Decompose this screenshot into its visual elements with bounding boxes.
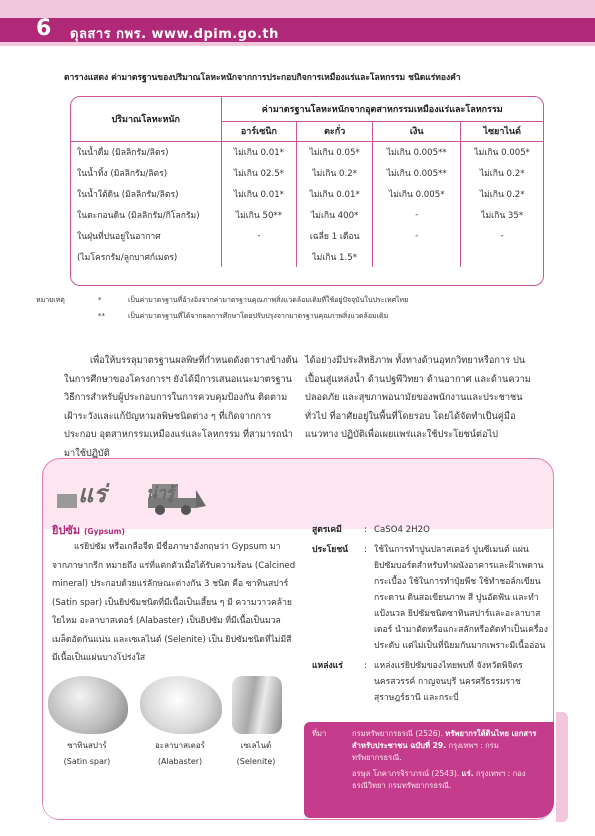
table-caption: ตารางแสดง ค่ามาตรฐานของปริมาณโลหะหนักจากการประกอบกิจการเหมืองแร่และโลหกรรม ชนิดแร่ทองคำ (64, 73, 461, 83)
table-cell: ไม่เกิน 400* (297, 204, 373, 225)
mineral-name-en: (Alabaster) (157, 757, 203, 766)
table-cell: (ไมโครกรัม/ลูกบาศก์เมตร) (71, 246, 221, 267)
table-cell: - (373, 204, 461, 225)
reference-item (352, 728, 546, 764)
references-label: ที่มา (312, 729, 327, 738)
col-header-silver: เงิน (373, 121, 461, 141)
source-label: แหล่งแร่ (312, 661, 343, 671)
table-cell: ไม่เกิน 0.2* (479, 189, 525, 200)
table-cell (373, 246, 461, 267)
col-header-quantity: ปริมาณโลหะหนัก (71, 97, 221, 141)
reference-title: แร่. (461, 769, 474, 778)
reference-rest: กรุงเทพฯ : กรมทรัพยากรธรณี. (352, 741, 499, 762)
table-cell: ไม่เกิน 50** (221, 204, 297, 225)
notes-label: หมายเหตุ (36, 295, 65, 304)
table-row (71, 183, 543, 204)
table-row (71, 246, 543, 267)
table-cell: ไม่เกิน 0.005* (373, 183, 461, 204)
page-header (0, 0, 595, 46)
table-cell: ไม่เกิน 0.2* (479, 168, 525, 179)
reference-lead: กรมทรัพยากรธรณี (2526). (352, 729, 443, 738)
mineral-name-th: เซเลไนต์ (240, 741, 272, 750)
mineral-caption (134, 738, 226, 770)
reference-item (352, 768, 546, 792)
table-cell: - (373, 225, 461, 246)
page-number: 6 (36, 16, 53, 41)
col-header-arsenic: อาร์เซนิก (221, 121, 297, 141)
table-cell (221, 246, 297, 267)
mineral-name-th: อะลาบาสเตอร์ (155, 741, 205, 750)
col-header-lead: ตะกั่ว (297, 121, 373, 141)
table-cell: ไม่เกิน 0.05* (297, 141, 373, 162)
side-decoration (556, 712, 568, 822)
formula-label: สูตรเคมี (312, 525, 342, 535)
section-logo-sub: น่ารู้ (146, 483, 175, 502)
table-row (71, 141, 543, 162)
table-cell: - (500, 230, 504, 241)
formula-value: CaSO4 2H2O (374, 525, 430, 535)
body-paragraph-left: เพื่อให้บรรลุมาตรฐานผลพิษที่กำหนดดังตารางข้างต้น ในการศึกษาของโครงการฯ ยังได้มีการเสนอแนะมาตรฐาน วิธีการสำหรับผู้ประกอบการในการควบคุมป้องกัน ติดตาม เฝ้าระวังและแก้ปัญหามลพิษชนิดต่าง ๆ ที่เกิดจากการประกอบ อุตสาหกรรมเหมืองแร่และโลหกรรม ที่สามารถนำมาใช้ปฏิบัติ (64, 355, 298, 459)
reference-rest: กรุงเทพฯ : กองธรณีวิทยา กรมทรัพยากรธรณี. (352, 769, 526, 790)
table-row (71, 162, 543, 183)
table-cell: ไม่เกิน 0.005* (474, 147, 530, 158)
table-cell: ในตะกอนดิน (มิลลิกรัม/กิโลกรัม) (71, 204, 221, 225)
selenite-image (232, 676, 282, 734)
section-logo: แร่ (78, 480, 107, 508)
table-cell (461, 246, 543, 267)
table-cell: ไม่เกิน 0.01* (221, 183, 297, 204)
table-cell: ไม่เกิน 0.01* (297, 183, 373, 204)
table-cell: ในน้ำใต้ดิน (มิลลิกรัม/ลิตร) (71, 183, 221, 204)
source-value: แหล่งแร่ยิปซัมของไทยพบที่ จังหวัดพิจิตร นครสวรรค์ กาญจนบุรี นครศรีธรรมราช สุราษฎร์ธานี และกระบี่ (374, 661, 523, 703)
table-cell: ในน้ำทิ้ง (มิลลิกรัม/ลิตร) (71, 162, 221, 183)
references-box (304, 722, 554, 818)
gypsum-title-en: (Gypsum) (84, 527, 125, 536)
gypsum-description: แร่ยิปซัม หรือเกลือจืด มีชื่อภาษาอังกฤษว่า Gypsum มา จากภาษากรีก หมายถึง แร่ที่แตกตัวเมื่อได้รับความร้อน (Calcined mineral) ประกอบด้วยแร่ลักษณะต่างกัน 3 ชนิด คือ ซาทินสปาร์ (Satin spar) เป็นยิปซัมชนิดที่มีเนื้อเป็นเสี้ยน ๆ มี ความวาวคล้ายใยไหม อะลาบาสเตอร์ (Alabaster) เป็นยิปซัม ที่มีเนื้อเป็นมวล เมล็ดอัดกันแน่น และเซเลไนต์ (Selenite) เป็น ยิปซัมชนิดที่ไม่มีสี มีเนื้อเป็นแผ่นบางโปร่งใส (52, 542, 296, 663)
table-row (71, 204, 543, 225)
table-cell: ไม่เกิน 0.2* (297, 162, 373, 183)
col-header-group: ค่ามาตรฐานโลหะหนักจากอุตสาหกรรมเหมืองแร่และโลหกรรม (221, 97, 543, 121)
note-text: เป็นค่ามาตรฐานที่ได้จากผลการศึกษาโดยปรับปรุงจากมาตรฐานคุณภาพสิ่งแวดล้อมเดิม (128, 311, 389, 320)
mineral-caption (226, 738, 286, 770)
mineral-caption (44, 738, 130, 770)
table-cell: ไม่เกิน 0.01* (221, 141, 297, 162)
gypsum-properties: สูตรเคมี : CaSO4 2H2O ประโยชน์ : ใช้ในการทำปูนปลาสเตอร์ ปูนซีเมนต์ แผ่นยิปซัมบอร์ดสำหรับทำผนังอาคารและฝ้าเพดาน กระเบื้อง ใช้ในการทำปุ๋ยพืช ใช้ทำชอล์กเขียนกระดาน ดินสอเขียนภาพ สี ปูนอัดฟัน และทำแป้งนวล ยิปซัมชนิดซาทินสปาร์และอะลาบาสเตอร์ นำมาตัดหรือแกะสลักหรือตัดทำเป็นเครื่องประดับ แต่ไม่เป็นที่นิยมกันมากเพราะมีเนื้ออ่อน แหล่งแร่ : แหล่งแร่ยิปซัมของไทยพบที่ จังหวัดพิจิตร นครสวรรค์ กาญจนบุรี นครศรีธรรมราช สุราษฎร์ธานี และกระบี่ (312, 522, 550, 710)
table-cell: ไม่เกิน 35* (481, 210, 524, 221)
note-text: เป็นค่ามาตรฐานที่อ้างอิงจากค่ามาตรฐานคุณภาพสิ่งแวดล้อมเดิมที่ใช้อยู่ปัจจุบันในประเทศไทย (128, 295, 409, 304)
standards-table (70, 96, 544, 286)
table-cell: เฉลี่ย 1 เดือน (297, 225, 373, 246)
table-cell: ไม่เกิน 0.005** (373, 141, 461, 162)
col-header-cyanide: ไซยาไนด์ (461, 121, 543, 141)
table-cell: ไม่เกิน 1.5* (297, 246, 373, 267)
publication-title: ดุลสาร กพร. www.dpim.go.th (70, 27, 279, 42)
note-mark: * (98, 296, 102, 304)
table-notes (36, 292, 408, 324)
table-row (71, 225, 543, 246)
table-cell: ไม่เกิน 02.5* (221, 162, 297, 183)
mineral-name-th: ซาทินสปาร์ (67, 741, 107, 750)
use-label: ประโยชน์ (312, 545, 349, 555)
body-paragraph-right: ได้อย่างมีประสิทธิภาพ ทั้งทางด้านอุทกวิทยาหรือการ ปนเปื้อนสู่แหล่งน้ำ ด้านปฐพีวิทยา ด้านอากาศ และด้านความ ปลอดภัย และสุขภาพอนามัยของพนักงานและประชาชนทั่วไป ที่อาศัยอยู่ในพื้นที่โดยรอบ โดยได้จัดทำเป็นคู่มือแนวทาง ปฏิบัติเพื่อเผยแพร่และใช้ประโยชน์ต่อไป (305, 355, 531, 440)
gypsum-title (52, 521, 125, 539)
note-mark: ** (98, 312, 105, 320)
table-cell: - (221, 225, 297, 246)
mineral-name-en: (Satin spar) (63, 757, 111, 766)
reference-title: ทรัพยากรใต้ดินไทย เอกสารสำหรับประชาชน ฉบับที่ 29. (352, 729, 537, 750)
use-value: ใช้ในการทำปูนปลาสเตอร์ ปูนซีเมนต์ แผ่นยิปซัมบอร์ดสำหรับทำผนังอาคารและฝ้าเพดาน กระเบื้อง ใช้ในการทำปุ๋ยพืช ใช้ทำชอล์กเขียนกระดาน ดินสอเขียนภาพ สี ปูนอัดฟัน และทำแป้งนวล ยิปซัมชนิดซาทินสปาร์และอะลาบาสเตอร์ นำมาตัดหรือแกะสลักหรือตัดทำเป็นเครื่องประดับ แต่ไม่เป็นที่นิยมกันมากเพราะมีเนื้ออ่อน (374, 545, 548, 651)
table-cell: ไม่เกิน 0.005** (373, 162, 461, 183)
gypsum-title-th: ยิปซัม (52, 524, 81, 537)
reference-lead: อรษุล โภคาภรจิราภรณ์ (2543). (352, 769, 460, 778)
table-cell: ในน้ำดื่ม (มิลลิกรัม/ลิตร) (71, 141, 221, 162)
table-cell: ในฝุ่นที่ปนอยู่ในอากาศ (71, 225, 221, 246)
mineral-name-en: (Selenite) (236, 757, 276, 766)
